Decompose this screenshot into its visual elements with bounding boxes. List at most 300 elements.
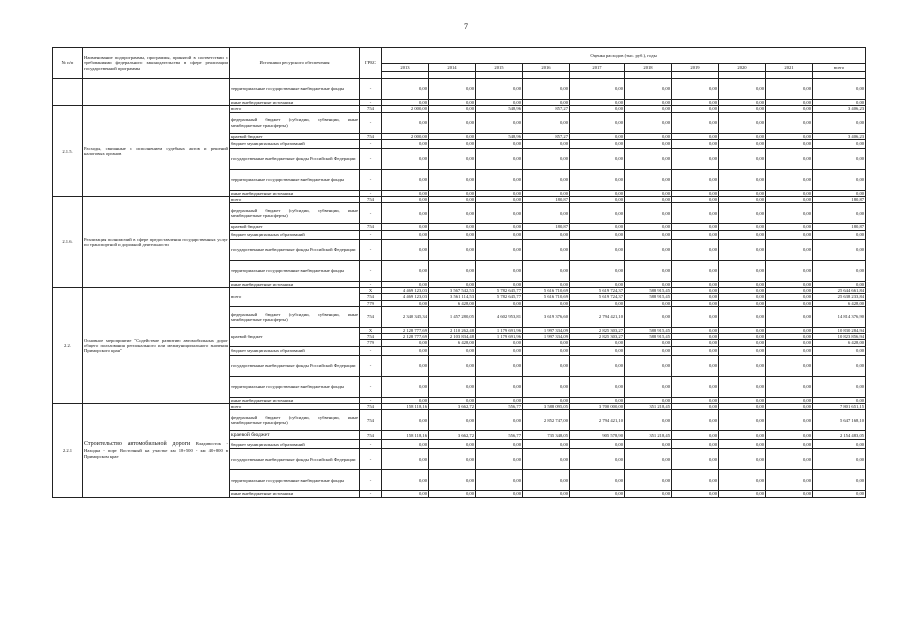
value-cell: 0,00 [476,239,523,260]
value-cell: 0,00 [719,403,766,409]
value-cell: 4 602 953,81 [476,306,523,327]
source-label: бюджет муниципальных образований [230,346,360,355]
value-cell: 6 428,00 [813,300,866,306]
value-cell: 0,00 [382,449,429,470]
header-year: 2013 [382,64,429,72]
header-source: Источники ресурсного обеспечения [230,48,360,79]
value-cell: 0,00 [429,133,476,139]
value-cell: 0,00 [570,197,625,203]
value-cell: 0,00 [719,397,766,403]
value-cell: 0,00 [570,491,625,497]
value-cell: 2 794 421,10 [570,410,625,431]
value-cell: 0,00 [382,224,429,230]
value-cell: 0,00 [625,440,672,449]
grbs-cell: - [360,148,382,169]
value-cell: 0,00 [570,239,625,260]
value-cell: 0,00 [429,440,476,449]
value-cell: 0,00 [476,440,523,449]
value-cell: 0,00 [625,491,672,497]
value-cell: 0,00 [570,449,625,470]
value-cell: 588 915,45 [625,294,672,300]
grbs-cell: 754 [360,431,382,440]
grbs-cell: 754 [360,410,382,431]
value-cell: 0,00 [672,410,719,431]
value-cell: 0,00 [382,340,429,346]
value-cell: 0,00 [813,260,866,281]
value-cell: 0,00 [429,148,476,169]
value-cell: 0,00 [672,340,719,346]
value-cell: 0,00 [625,470,672,491]
grbs-cell: X [360,327,382,333]
value-cell: 0,00 [672,403,719,409]
value-cell: 5 619 724,37 [570,294,625,300]
grbs-cell: X [360,287,382,293]
row-number: 2.1.5. [53,106,83,197]
value-cell: 0,00 [625,306,672,327]
value-cell: 0,00 [429,169,476,190]
value-cell: 0,00 [476,100,523,106]
value-cell: 556,77 [476,403,523,409]
value-cell: 556,77 [476,431,523,440]
grbs-cell: 754 [360,403,382,409]
value-cell: 0,00 [672,355,719,376]
value-cell: 0,00 [766,440,813,449]
header-name: Наименование подпрограммы, программы, принятой в соответствии с требованиями федерального законодательства в сфере реализации государственной программы [83,48,230,79]
value-cell: 0,00 [719,260,766,281]
value-cell: 0,00 [429,100,476,106]
value-cell: 0,00 [382,148,429,169]
value-cell: 0,00 [672,397,719,403]
grbs-cell: - [360,355,382,376]
source-label: федеральный бюджет (субсидии, субвенции, иные межбюджетные трансферты) [230,410,360,431]
value-cell: 0,00 [382,440,429,449]
value-cell: 180,87 [813,197,866,203]
value-cell: 3 662,72 [429,431,476,440]
value-cell: 0,00 [570,169,625,190]
value-cell: 0,00 [672,139,719,148]
value-cell: 0,00 [570,340,625,346]
value-cell: 0,00 [523,355,570,376]
value-cell: 548,96 [476,106,523,112]
value-cell: 0,00 [719,169,766,190]
grbs-cell: - [360,440,382,449]
grbs-cell: - [360,346,382,355]
value-cell: 0,00 [570,133,625,139]
value-cell: 5 782 645,77 [476,287,523,293]
value-cell: 0,00 [813,355,866,376]
value-cell: 0,00 [766,300,813,306]
value-cell: 0,00 [672,306,719,327]
value-cell: 0,00 [672,148,719,169]
value-cell: 0,00 [523,260,570,281]
value-cell: 0,00 [766,133,813,139]
value-cell: 0,00 [672,100,719,106]
value-cell: 2 154 483,05 [813,431,866,440]
value-cell: 0,00 [570,100,625,106]
value-cell: 0,00 [766,169,813,190]
value-cell: 0,00 [719,197,766,203]
value-cell: 0,00 [625,410,672,431]
value-cell: 10 830 284,94 [813,327,866,333]
expenditure-table [52,47,866,498]
grbs-cell: 754 [360,334,382,340]
value-cell: 0,00 [766,294,813,300]
source-label: иные внебюджетные источники [230,281,360,287]
value-cell: 0,00 [813,491,866,497]
value-cell: 0,00 [382,397,429,403]
value-cell: 0,00 [672,327,719,333]
value-cell: 0,00 [719,376,766,397]
value-cell: 0,00 [766,287,813,293]
value-cell: 1 997 334,09 [523,327,570,333]
value-cell: 0,00 [625,340,672,346]
value-cell: 0,00 [429,376,476,397]
value-cell: 0,00 [625,376,672,397]
value-cell: 0,00 [523,148,570,169]
source-label: краевой бюджет [230,327,360,346]
value-cell: 0,00 [429,397,476,403]
grbs-cell: 779 [360,340,382,346]
value-cell: 0,00 [672,491,719,497]
value-cell: 0,00 [382,355,429,376]
grbs-cell: - [360,112,382,133]
value-cell: 0,00 [719,306,766,327]
row-number: 2.1.6. [53,197,83,288]
value-cell: 0,00 [813,139,866,148]
grbs-cell: - [360,397,382,403]
value-cell: 0,00 [719,431,766,440]
header-no: № п/п [53,48,83,79]
grbs-cell: - [360,203,382,224]
value-cell: 0,00 [570,470,625,491]
value-cell: 0,00 [672,287,719,293]
value-cell: 0,00 [672,260,719,281]
source-label: государственные внебюджетные фонды Российской Федерации [230,449,360,470]
value-cell: 0,00 [625,79,672,100]
value-cell: 588 915,45 [625,334,672,340]
value-cell: 0,00 [570,230,625,239]
value-cell: 0,00 [813,346,866,355]
value-cell: 0,00 [672,190,719,196]
value-cell: 3 406,23 [813,133,866,139]
value-cell: 0,00 [719,203,766,224]
value-cell: 0,00 [523,100,570,106]
value-cell: 0,00 [672,133,719,139]
value-cell: 0,00 [382,470,429,491]
value-cell: 4 469 123,03 [382,294,429,300]
value-cell: 0,00 [813,281,866,287]
grbs-cell: 754 [360,106,382,112]
value-cell: 0,00 [672,470,719,491]
value-cell: 588 915,45 [625,327,672,333]
item-name: Основное мероприятие "Содействие развитию автомобильных дорог общего пользования регионального или межмуниципального значения Приморского края" [83,287,230,403]
value-cell: 3 619 376,60 [523,306,570,327]
value-cell: 0,00 [625,397,672,403]
value-cell: 0,00 [766,106,813,112]
value-cell: 0,00 [476,112,523,133]
value-cell: 0,00 [672,376,719,397]
value-cell: 0,00 [719,133,766,139]
value-cell: 0,00 [476,169,523,190]
source-label: краевой бюджет [230,224,360,230]
value-cell: 0,00 [476,491,523,497]
header-year: 2019 [672,64,719,72]
value-cell: 3 567 542,53 [429,287,476,293]
value-cell: 0,00 [766,355,813,376]
value-cell: 0,00 [625,239,672,260]
value-cell: 2 852 747,00 [523,410,570,431]
value-cell: 0,00 [719,300,766,306]
value-cell: 0,00 [570,112,625,133]
value-cell: 3 406,23 [813,106,866,112]
value-cell: 0,00 [625,133,672,139]
value-cell: 0,00 [719,346,766,355]
value-cell: 0,00 [429,203,476,224]
grbs-cell: - [360,491,382,497]
value-cell: 548,96 [476,133,523,139]
value-cell: 0,00 [813,239,866,260]
value-cell: 0,00 [523,230,570,239]
value-cell: 0,00 [766,403,813,409]
value-cell: 0,00 [813,203,866,224]
item-name [83,403,230,497]
value-cell: 0,00 [570,346,625,355]
value-cell: 0,00 [625,203,672,224]
value-cell: 0,00 [382,281,429,287]
grbs-cell: - [360,281,382,287]
value-cell: 0,00 [625,139,672,148]
value-cell: 0,00 [813,169,866,190]
value-cell: 0,00 [719,79,766,100]
value-cell: 0,00 [382,300,429,306]
value-cell: 2 794 421,10 [570,306,625,327]
value-cell: 158 118,16 [382,403,429,409]
value-cell: 0,00 [429,224,476,230]
value-cell: 0,00 [523,239,570,260]
value-cell: 0,00 [570,440,625,449]
header-estimate: Оценка расходов (тыс. руб.), годы [382,48,866,64]
value-cell: 0,00 [766,491,813,497]
grbs-cell: - [360,100,382,106]
value-cell: 6 428,00 [429,300,476,306]
value-cell: 0,00 [719,327,766,333]
value-cell: 0,00 [476,230,523,239]
value-cell: 0,00 [523,397,570,403]
value-cell: 0,00 [719,449,766,470]
value-cell: 180,87 [523,197,570,203]
value-cell: 0,00 [382,100,429,106]
value-cell: 0,00 [625,106,672,112]
value-cell: 0,00 [382,139,429,148]
value-cell: 0,00 [813,376,866,397]
value-cell: 5 782 645,77 [476,294,523,300]
value-cell: 0,00 [719,334,766,340]
value-cell: 0,00 [476,139,523,148]
value-cell: 0,00 [813,79,866,100]
value-cell: 0,00 [766,79,813,100]
value-cell: 0,00 [429,470,476,491]
source-label: иные внебюджетные источники [230,100,360,106]
value-cell: 0,00 [672,224,719,230]
source-label: территориальные государственные внебюджетные фонды [230,169,360,190]
value-cell: 0,00 [476,260,523,281]
source-label: всего [230,106,360,112]
value-cell: 0,00 [570,355,625,376]
value-cell: 4 469 123,03 [382,287,429,293]
value-cell: 0,00 [523,440,570,449]
value-cell: 0,00 [523,470,570,491]
value-cell: 0,00 [523,169,570,190]
value-cell: 0,00 [570,300,625,306]
grbs-cell: - [360,139,382,148]
value-cell: 0,00 [766,281,813,287]
item-name: Реализация полномочий в сфере предоставления государственных услуг по транспортной и дорожной деятельности [83,197,230,288]
header-year: 2017 [570,64,625,72]
value-cell: 6 428,00 [429,340,476,346]
value-cell: 0,00 [523,139,570,148]
grbs-cell: - [360,376,382,397]
value-cell: 3 700 000,00 [570,403,625,409]
source-label: государственные внебюджетные фонды Российской Федерации [230,148,360,169]
value-cell: 0,00 [672,346,719,355]
value-cell: 0,00 [672,431,719,440]
grbs-cell: - [360,470,382,491]
value-cell: 0,00 [523,203,570,224]
value-cell: 0,00 [719,470,766,491]
grbs-cell: - [360,169,382,190]
value-cell: 180,87 [813,224,866,230]
row-number: 2.2. [53,287,83,403]
value-cell: 0,00 [429,139,476,148]
grbs-cell: - [360,239,382,260]
value-cell: 0,00 [766,334,813,340]
value-cell: 0,00 [476,224,523,230]
source-label: всего [230,197,360,203]
value-cell: 0,00 [672,197,719,203]
value-cell: 0,00 [382,260,429,281]
value-cell: 0,00 [672,106,719,112]
value-cell: 0,00 [429,491,476,497]
value-cell: 0,00 [429,230,476,239]
value-cell: 0,00 [672,112,719,133]
value-cell: 25 644 661,84 [813,287,866,293]
value-cell: 3 561 114,53 [429,294,476,300]
value-cell: 0,00 [719,100,766,106]
value-cell: 0,00 [476,397,523,403]
value-cell: 0,00 [429,260,476,281]
value-cell: 1 997 334,09 [523,334,570,340]
value-cell: 0,00 [625,230,672,239]
value-cell: 0,00 [813,449,866,470]
value-cell: 0,00 [813,100,866,106]
value-cell: 0,00 [523,190,570,196]
value-cell: 0,00 [476,470,523,491]
value-cell: 0,00 [719,139,766,148]
value-cell: 0,00 [570,148,625,169]
value-cell: 0,00 [625,449,672,470]
value-cell: 158 118,16 [382,431,429,440]
value-cell: 0,00 [570,190,625,196]
value-cell: 0,00 [672,239,719,260]
value-cell: 0,00 [429,190,476,196]
value-cell: 2 825 303,27 [570,327,625,333]
value-cell: 0,00 [766,230,813,239]
value-cell: 0,00 [813,440,866,449]
value-cell: 0,00 [570,281,625,287]
value-cell: 0,00 [570,79,625,100]
value-cell: 0,00 [476,281,523,287]
value-cell: 0,00 [719,224,766,230]
value-cell: 0,00 [429,449,476,470]
value-cell: 0,00 [672,334,719,340]
value-cell: 0,00 [766,340,813,346]
value-cell: 0,00 [625,197,672,203]
value-cell: 0,00 [766,224,813,230]
value-cell: 0,00 [570,224,625,230]
grbs-cell: 754 [360,294,382,300]
value-cell: 0,00 [625,112,672,133]
value-cell: 0,00 [766,190,813,196]
value-cell: 0,00 [476,355,523,376]
value-cell: 0,00 [766,397,813,403]
value-cell: 0,00 [719,440,766,449]
value-cell: 0,00 [672,294,719,300]
value-cell: 0,00 [672,440,719,449]
value-cell: 0,00 [766,100,813,106]
value-cell: 0,00 [382,410,429,431]
value-cell: 0,00 [625,300,672,306]
value-cell: 2 340 345,34 [382,306,429,327]
value-cell: 14 814 376,90 [813,306,866,327]
header-year: 2020 [719,64,766,72]
value-cell: 0,00 [625,346,672,355]
value-cell: 0,00 [523,449,570,470]
value-cell: 0,00 [476,340,523,346]
value-cell: 0,00 [766,449,813,470]
source-label: иные внебюджетные источники [230,190,360,196]
source-label: бюджет муниципальных образований [230,230,360,239]
value-cell: 0,00 [429,346,476,355]
value-cell: 0,00 [523,491,570,497]
source-label: территориальные государственные внебюджетные фонды [230,260,360,281]
value-cell: 0,00 [429,410,476,431]
value-cell: 0,00 [382,197,429,203]
value-cell: 0,00 [766,306,813,327]
value-cell: 2 825 303,27 [570,334,625,340]
header-year: 2015 [476,64,523,72]
value-cell: 0,00 [476,376,523,397]
item-name-detail: Владивосток - Находка - порт Восточный на участке км 18+500 - км 40+800 в Приморском крае [84,441,228,459]
value-cell: 0,00 [476,148,523,169]
source-label: государственные внебюджетные фонды Российской Федерации [230,355,360,376]
value-cell: 0,00 [570,260,625,281]
header-year: 2014 [429,64,476,72]
value-cell: 10 823 856,94 [813,334,866,340]
value-cell: 0,00 [429,106,476,112]
value-cell: 5 616 710,69 [523,294,570,300]
value-cell: 0,00 [719,410,766,431]
value-cell: 25 638 233,84 [813,294,866,300]
value-cell: 0,00 [766,148,813,169]
value-cell: 0,00 [476,190,523,196]
value-cell: 0,00 [766,431,813,440]
value-cell: 0,00 [382,203,429,224]
row-number [53,79,83,106]
value-cell: 0,00 [766,346,813,355]
value-cell: 0,00 [625,224,672,230]
value-cell: 0,00 [476,197,523,203]
source-label: иные внебюджетные источники [230,397,360,403]
